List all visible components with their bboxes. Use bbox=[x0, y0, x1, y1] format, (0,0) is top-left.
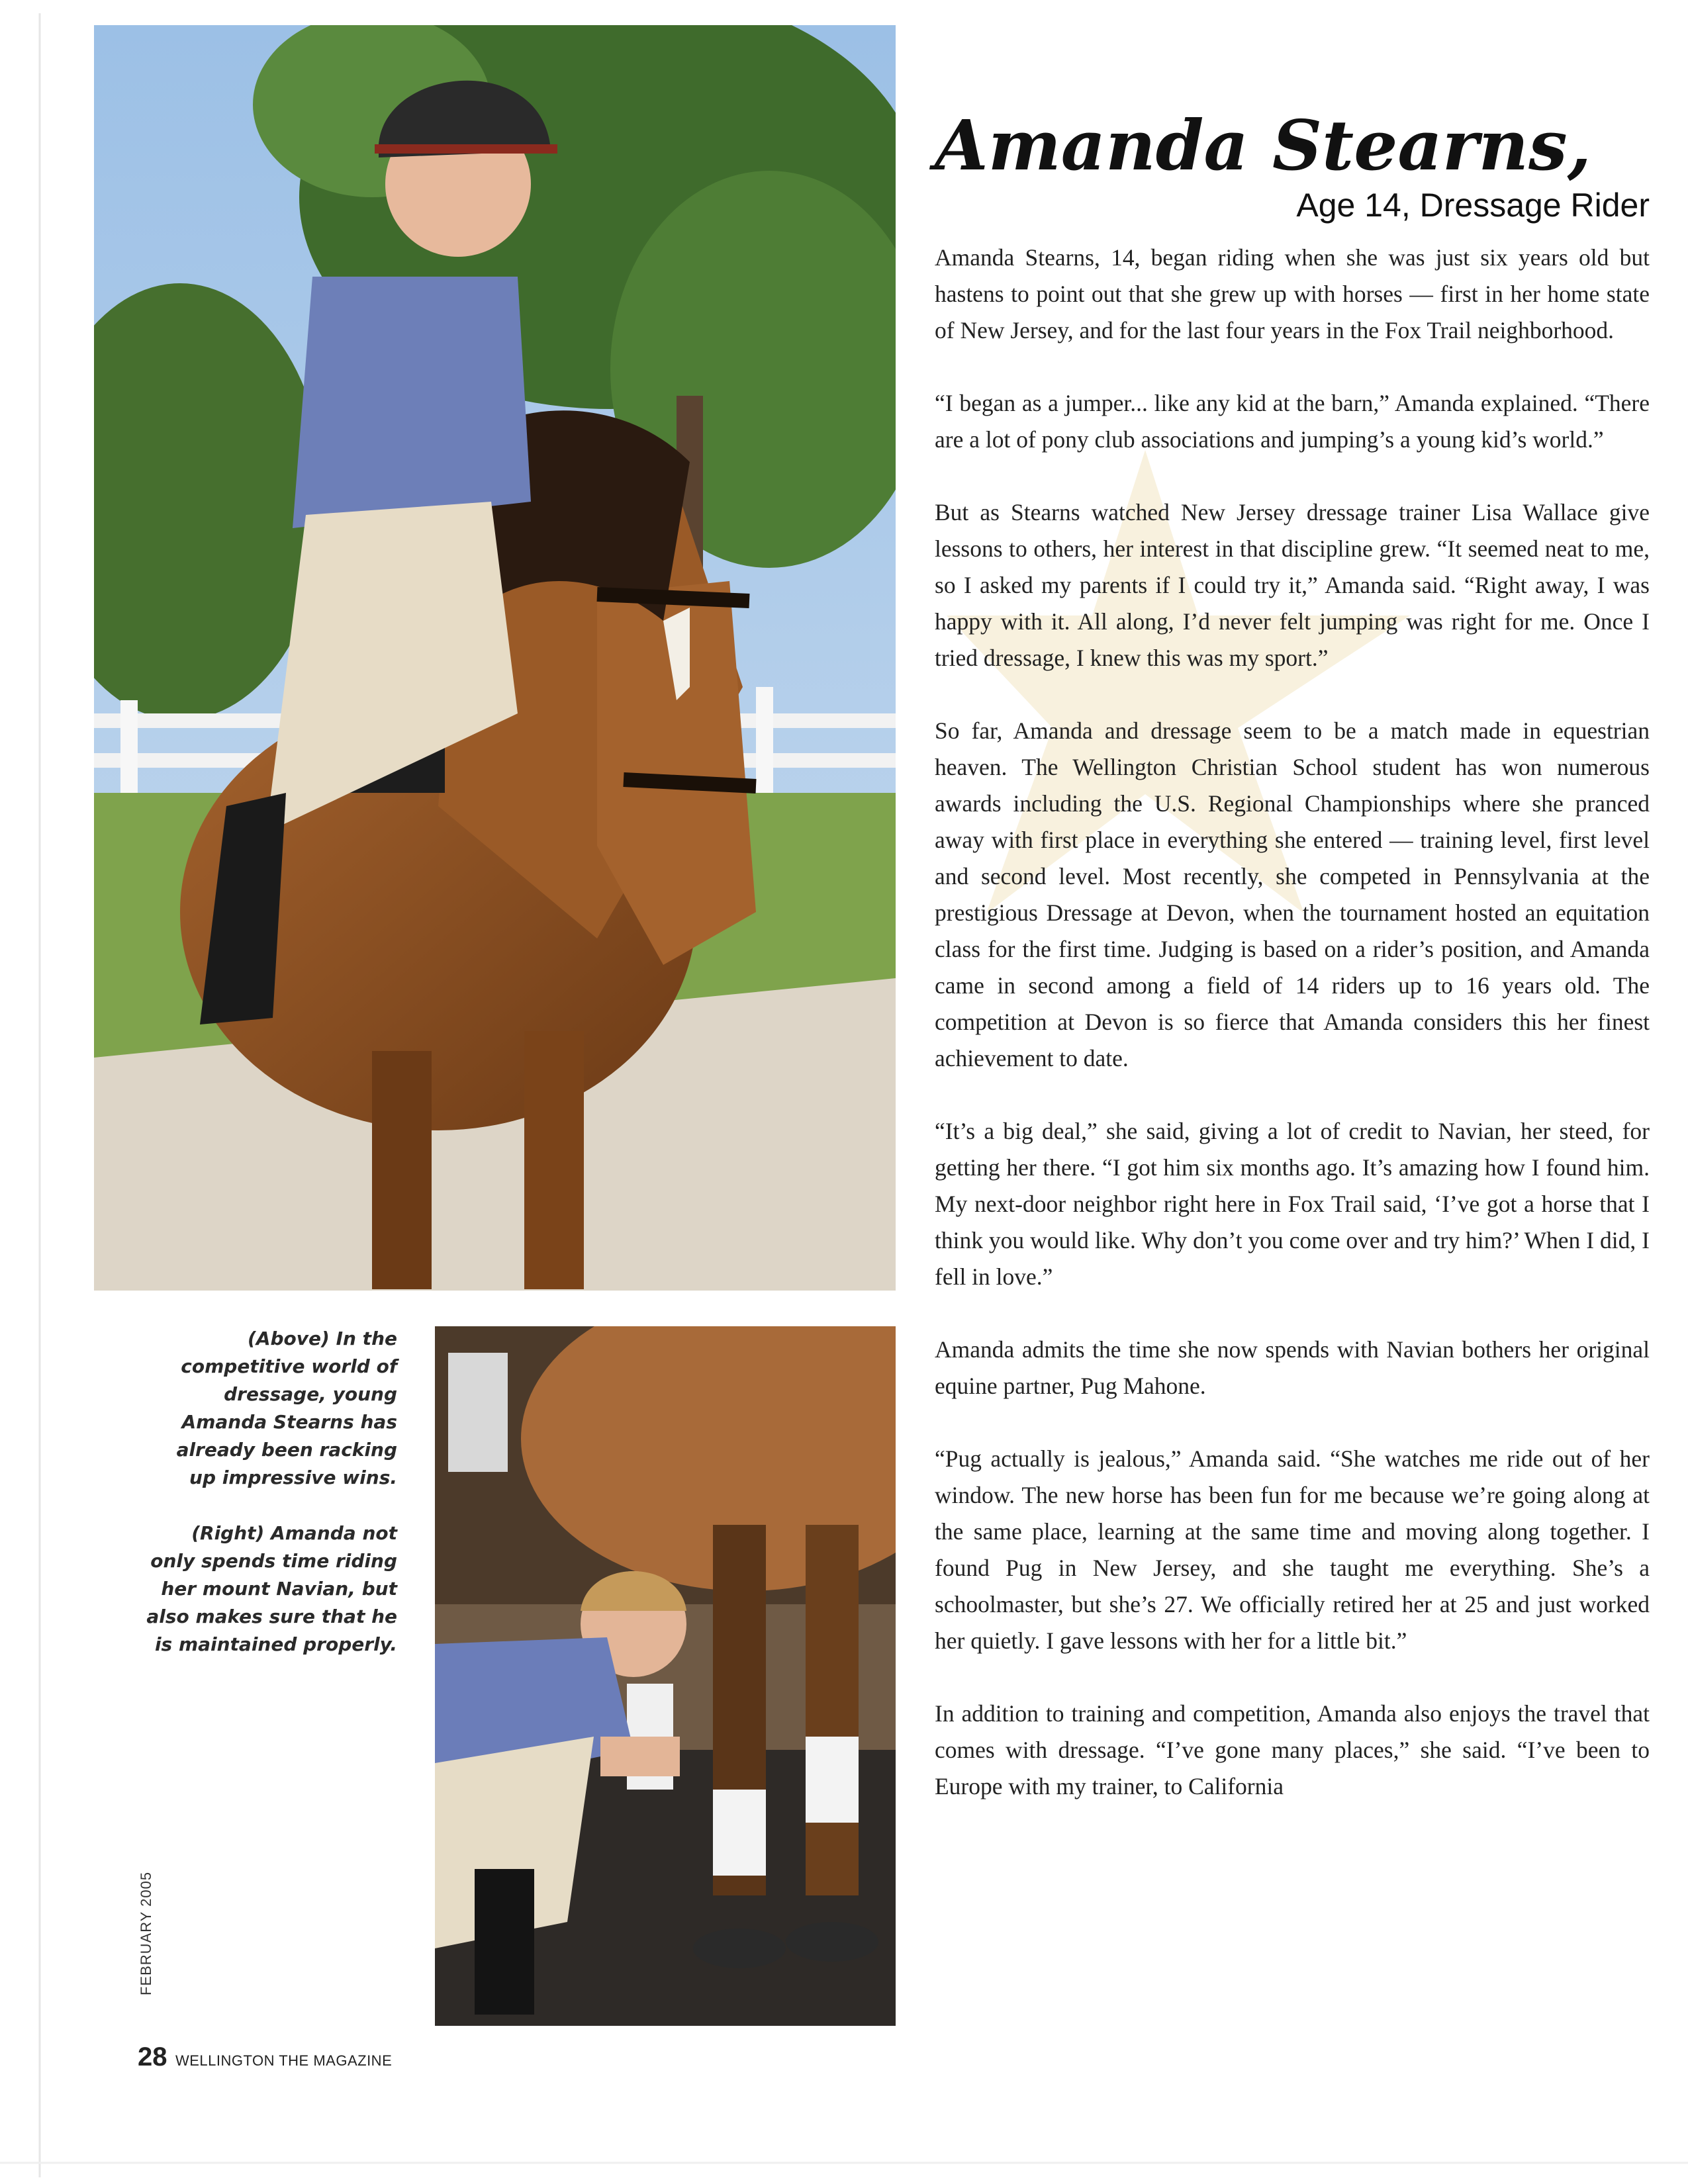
article-body bbox=[935, 240, 1650, 1841]
article-subtitle: Age 14, Dressage Rider bbox=[1296, 187, 1650, 224]
body-paragraph: “I began as a jumper... like any kid at the barn,” Amanda explained. “There are a lot of pony club associations and jumping’s a young kid’s world.” bbox=[935, 390, 1650, 453]
grooming-horse-photo bbox=[435, 1326, 896, 2026]
page-number: 28 bbox=[138, 2042, 167, 2071]
body-paragraph: Amanda Stearns, 14, began riding when she was just six years old but hastens to point out that she grew up with horses — first in her home state of New Jersey, and for the last four years in the Fox Trail neighborhood. bbox=[935, 244, 1650, 343]
caption-above: (Above) In the competitive world of dressage, young Amanda Stearns has already been racking up impressive wins. bbox=[176, 1328, 397, 1488]
photo-captions bbox=[146, 1325, 397, 1686]
article-title: Amanda Stearns, bbox=[935, 105, 1591, 186]
caption-right: (Right) Amanda not only spends time riding her mount Navian, but also makes sure that he is maintained properly. bbox=[146, 1522, 397, 1655]
issue-date: FEBRUARY 2005 bbox=[138, 1871, 154, 1995]
page-folio bbox=[138, 2042, 392, 2072]
body-paragraph: Amanda admits the time she now spends with Navian bothers her original equine partner, Pug Mahone. bbox=[935, 1336, 1650, 1399]
body-paragraph: So far, Amanda and dressage seem to be a match made in equestrian heaven. The Wellington Christian School student has won numerous awards including the U.S. Regional Championships where she pranced away with first place in everything she entered — training level, first level and second level. Most recently, she competed in Pennsylvania at the prestigious Dressage at Devon, when the tournament hosted an equitation class for the first time. Judging is based on a rider’s position, and Amanda came in second among a field of 14 riders up to 16 years old. The competition at Devon is so fierce that Amanda considers this her finest achievement to date. bbox=[935, 717, 1650, 1071]
magazine-name: WELLINGTON THE MAGAZINE bbox=[175, 2052, 393, 2069]
rider-on-horse-photo bbox=[94, 25, 896, 1291]
body-paragraph: In addition to training and competition, Amanda also enjoys the travel that comes with dressage. “I’ve gone many places,” she said. “I’ve been to Europe with my trainer, to California bbox=[935, 1700, 1650, 1799]
body-paragraph: “Pug actually is jealous,” Amanda said. “She watches me ride out of her window. The new horse has been fun for me because we’re going along at the same place, learning at the same time and moving along together. I found Pug in New Jersey, and she taught me everything. She’s a schoolmaster, but she’s 27. We officially retired her at 25 and just worked her quietly. I gave lessons with her for a little bit.” bbox=[935, 1445, 1650, 1654]
body-paragraph: But as Stearns watched New Jersey dressage trainer Lisa Wallace give lessons to others, her interest in that discipline grew. “It seemed neat to me, so I asked my parents if I could try it,” Amanda said. “Right away, I was happy with it. All along, I’d never felt jumping was right for me. Once I tried dressage, I knew this was my sport.” bbox=[935, 499, 1650, 671]
body-paragraph: “It’s a big deal,” she said, giving a lot of credit to Navian, her steed, for getting her there. “I got him six months ago. It’s amazing how I found him. My next-door neighbor right here in Fox Trail said, ‘I’ve got a horse that I think you would like. Why don’t you come over and try him?’ When I did, I fell in love.” bbox=[935, 1118, 1650, 1290]
